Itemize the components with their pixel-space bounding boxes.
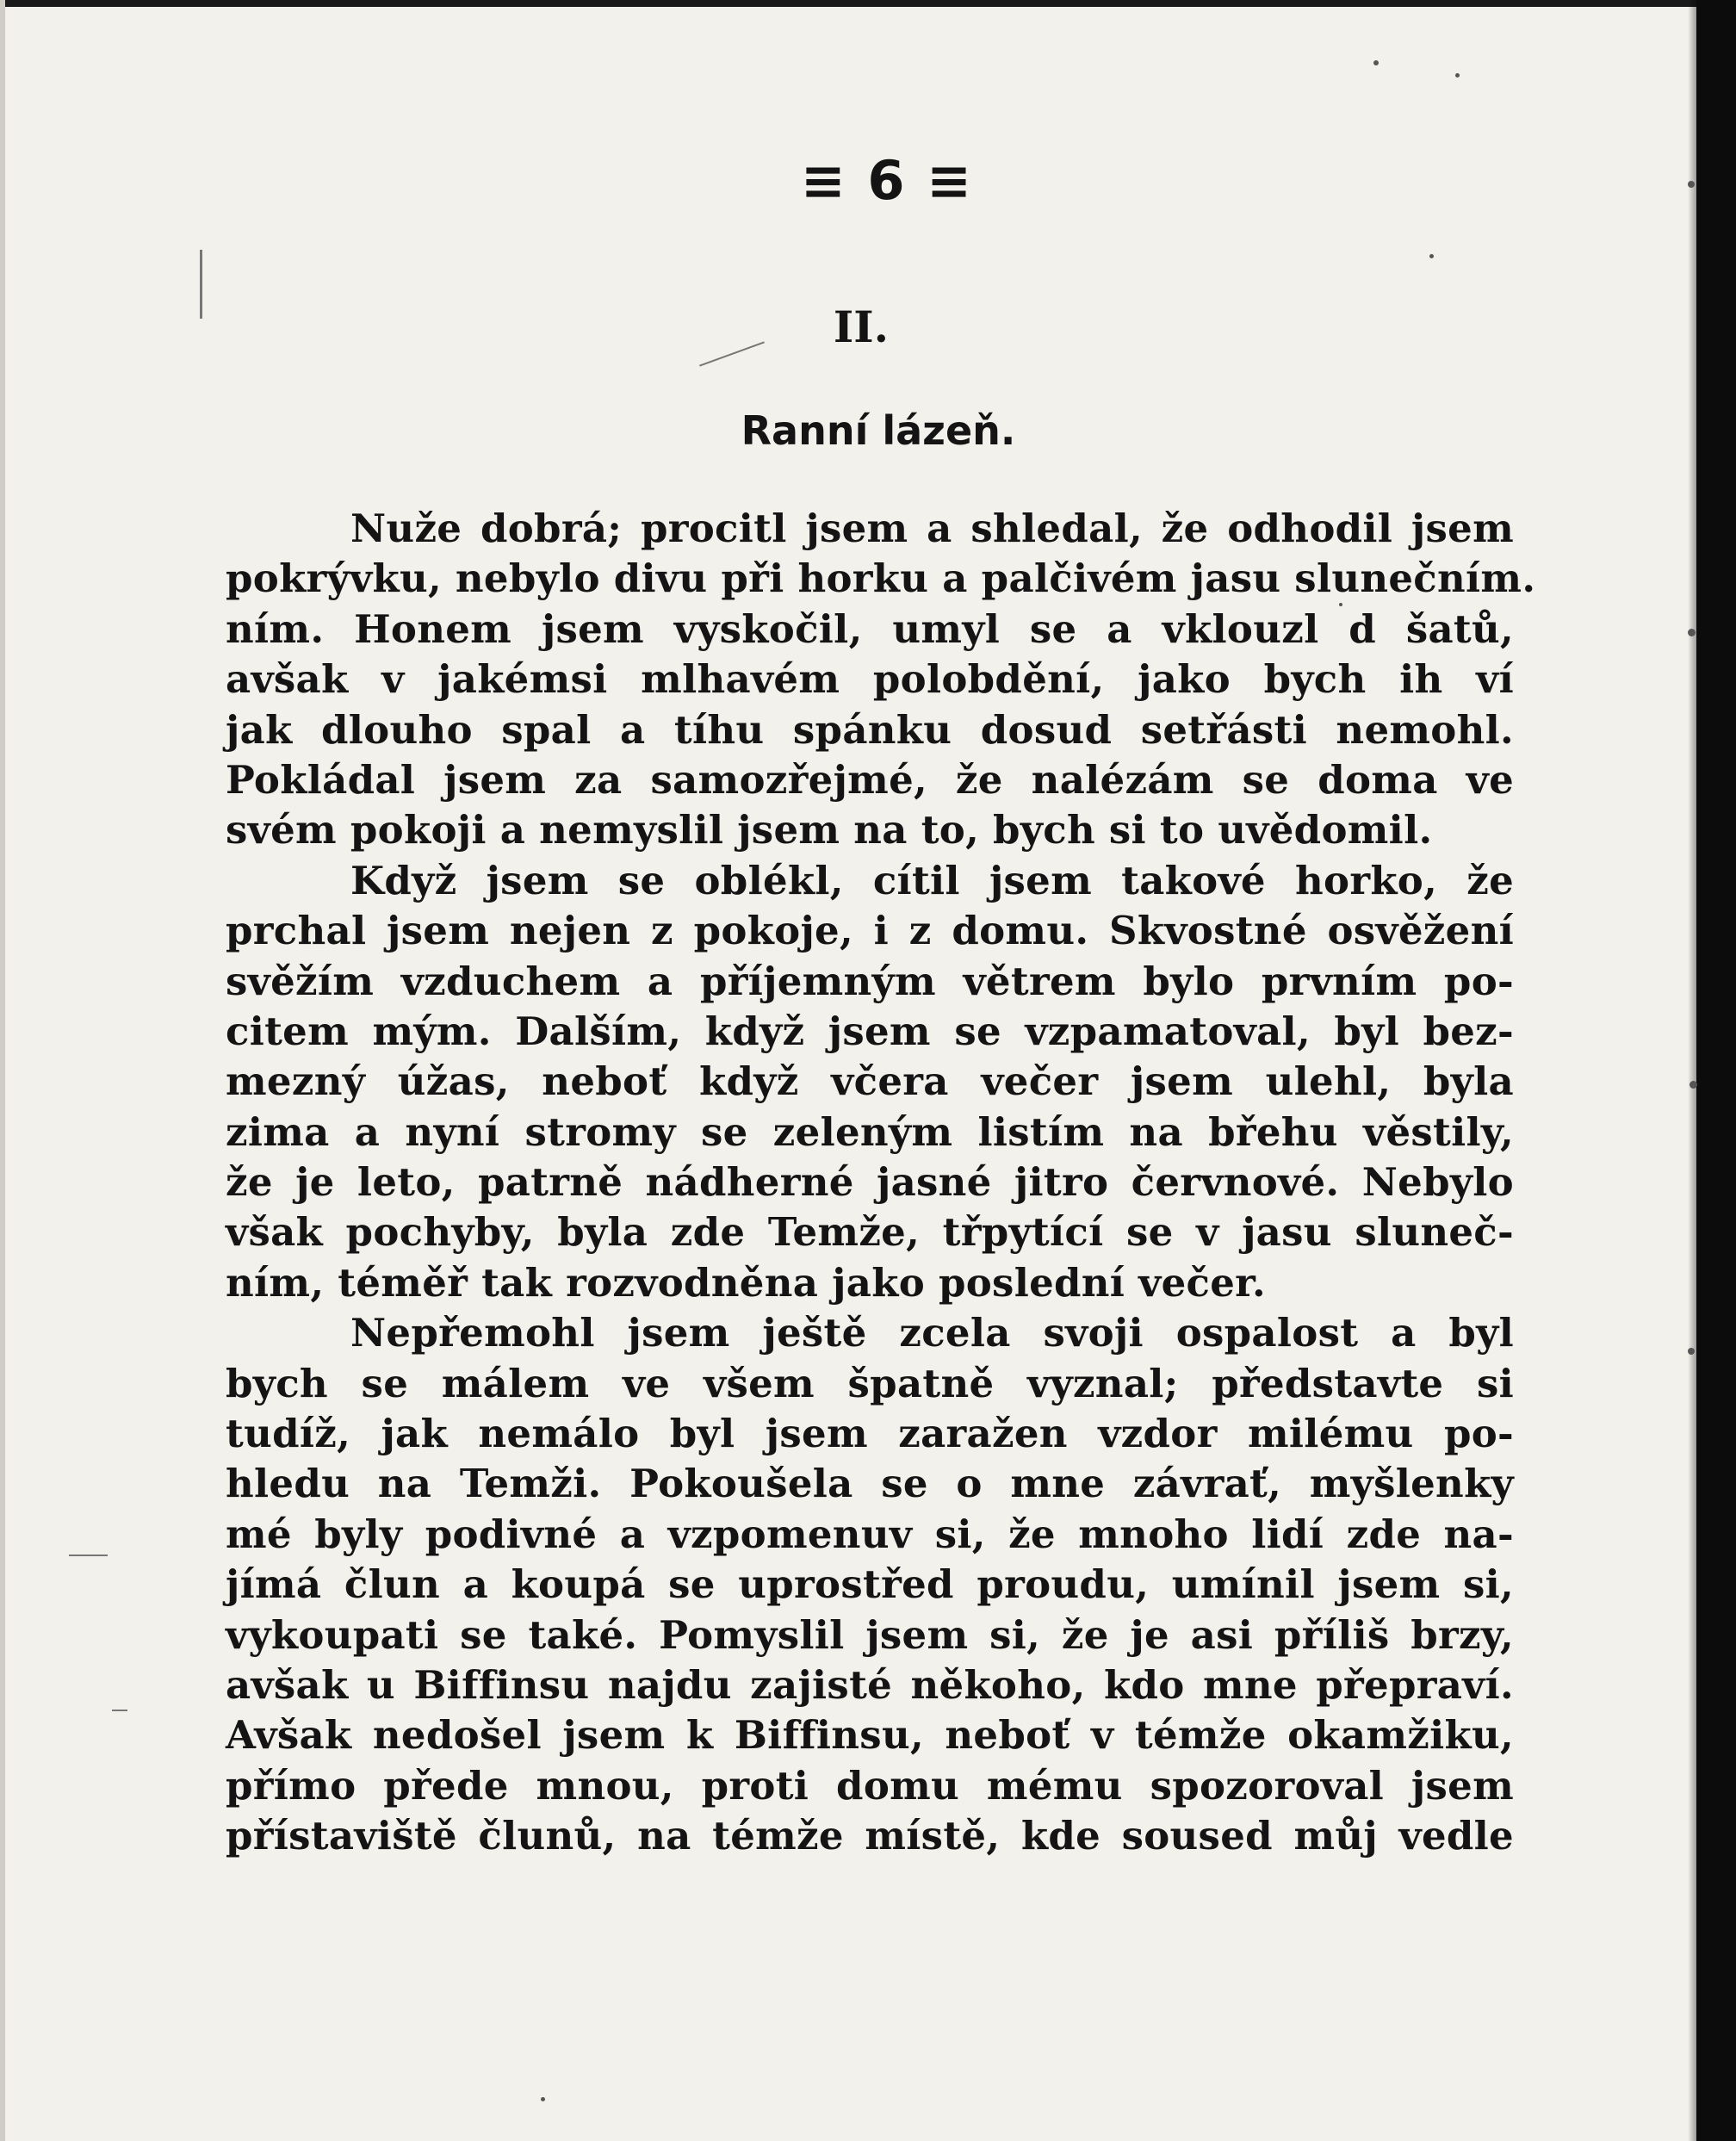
text-line: citem mým. Dalším, když jsem se vzpamatoval, byl bez- (226, 1008, 1514, 1054)
scan-mark (112, 1710, 127, 1711)
scan-speck (1688, 629, 1696, 636)
scan-top-edge (0, 0, 1736, 7)
scan-right-shadow (1688, 0, 1696, 2141)
text-line: ním, téměř tak rozvodněna jako poslední večer. (226, 1259, 1267, 1306)
text-line: zima a nyní stromy se zeleným listím na břehu věstily, (226, 1108, 1514, 1155)
text-line: Avšak nedošel jsem k Biffinsu, neboť v témže okamžiku, (226, 1712, 1514, 1759)
text-line: ním. Honem jsem vyskočil, umyl se a vklouzl d šatů, (226, 605, 1514, 652)
text-line: jak dlouho spal a tíhu spánku dosud setřásti nemohl. (226, 706, 1514, 753)
text-line: Pokládal jsem za samozřejmé, že nalézám se doma ve (226, 756, 1514, 803)
text-line: tudíž, jak nemálo byl jsem zaražen vzdor milému po- (226, 1411, 1514, 1457)
scan-speck (1688, 181, 1695, 188)
scan-speck (1455, 73, 1460, 78)
scan-speck (1373, 60, 1379, 65)
text-line: přístaviště člunů, na témže místě, kde soused můj vedle (226, 1813, 1514, 1859)
scan-right-edge (1696, 0, 1736, 2141)
chapter-title: Ranní lázeň. (741, 407, 1016, 454)
text-line: Nepřemohl jsem ještě zcela svoji ospalost a byl (350, 1310, 1514, 1356)
text-line: jímá člun a koupá se uprostřed proudu, umínil jsem si, (226, 1561, 1514, 1608)
scan-speck (1688, 1348, 1695, 1355)
page-number-ornament: ≡ 6 ≡ (800, 149, 974, 212)
text-line: Když jsem se oblékl, cítil jsem takové horko, že (350, 857, 1514, 903)
text-line: hledu na Temži. Pokoušela se o mne závrať, myšlenky (226, 1461, 1514, 1507)
text-line: svém pokoji a nemyslil jsem na to, bych si to uvědomil. (226, 807, 1433, 853)
text-line: že je leto, patrně nádherné jasné jitro červnové. Nebylo (226, 1159, 1514, 1206)
text-line: avšak u Biffinsu najdu zajisté někoho, kdo mne přepraví. (226, 1661, 1514, 1708)
text-line: pokrývku, nebylo divu při horku a palčivém jasu slunečním. (226, 555, 1536, 602)
text-line: mé byly podivné a vzpomenuv si, že mnoho lidí zde na- (226, 1511, 1514, 1557)
text-line: bych se málem ve všem špatně vyznal; představte si (226, 1360, 1514, 1406)
text-line: vykoupati se také. Pomyslil jsem si, že je asi příliš brzy, (226, 1611, 1514, 1658)
text-line: Nuže dobrá; procitl jsem a shledal, že odhodil jsem (350, 506, 1514, 551)
text-line: mezný úžas, neboť když včera večer jsem ulehl, byla (226, 1058, 1514, 1105)
text-line: svěžím vzduchem a příjemným větrem bylo prvním po- (226, 958, 1514, 1004)
text-line: prchal jsem nejen z pokoje, i z domu. Skvostné osvěžení (226, 908, 1514, 954)
scan-left-edge (0, 0, 5, 2141)
scan-mark (699, 341, 765, 366)
text-line: avšak v jakémsi mlhavém polobdění, jako bych ih ví (226, 656, 1514, 703)
scan-speck (1690, 1081, 1697, 1089)
scan-mark (69, 1555, 108, 1556)
scan-speck (541, 2097, 545, 2101)
scan-speck (1429, 254, 1434, 258)
body-text (226, 504, 1536, 1862)
section-number: II. (833, 301, 890, 352)
text-line: přímo přede mnou, proti domu mému spozoroval jsem (226, 1762, 1514, 1809)
text-line: však pochyby, byla zde Temže, třpytící se v jasu sluneč- (226, 1209, 1514, 1256)
scan-mark (200, 250, 202, 319)
